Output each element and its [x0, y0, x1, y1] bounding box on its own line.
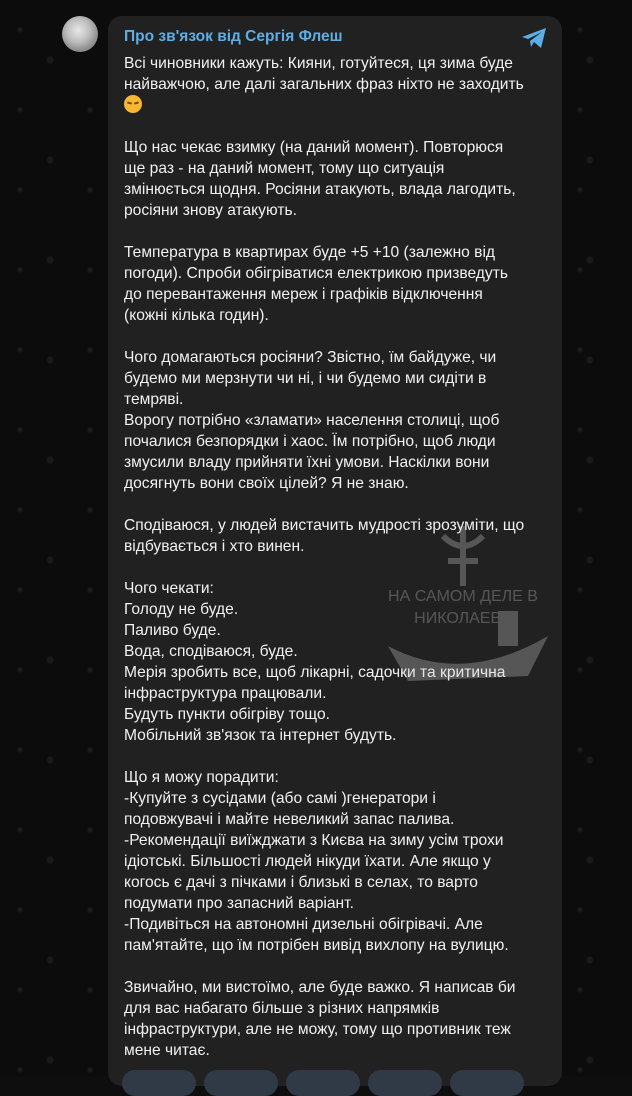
reaction-button[interactable] [122, 1070, 196, 1096]
reaction-button[interactable] [286, 1070, 360, 1096]
message-line: Голоду не буде. [124, 601, 239, 618]
message-line: подовжувачі і майте невеликий запас палива. [124, 811, 455, 828]
message-paragraph [124, 242, 554, 326]
reaction-button[interactable] [450, 1070, 524, 1096]
disappointed-face-emoji [124, 95, 142, 113]
message-line: Будуть пункти обігріву тощо. [124, 706, 330, 723]
message-line: до перевантаження мереж і графіків відключення [124, 286, 483, 303]
message-line: Сподіваюся, у людей вистачить мудрості зрозуміти, що [124, 517, 525, 534]
message-paragraph [124, 977, 554, 1061]
message-bubble [108, 16, 562, 1086]
message-line: -Купуйте з сусідами (або самі )генератори і [124, 790, 436, 807]
message-line: мене читає. [124, 1042, 210, 1059]
telegram-share-icon[interactable] [520, 26, 548, 50]
message-line: пам'ятайте, що їм потрібен вивід вихлопу на вулицю. [124, 937, 509, 954]
message-text [124, 53, 554, 1082]
watermark-text: НА САМОМ ДЕЛЕ В НИКОЛАЕВЕ [388, 588, 538, 627]
message-paragraph [124, 53, 554, 116]
message-line: змінюється щодня. Росіяни атакують, влада лагодить, [124, 181, 516, 198]
channel-name[interactable]: Про зв'язок від Сергія Флеш [124, 28, 343, 45]
message-line: Мобільний зв'язок та інтернет будуть. [124, 727, 397, 744]
message-line: -Рекомендації виїжджати з Києва на зиму усім трохи [124, 832, 504, 849]
message-line: ще раз - на даний момент, тому що ситуація [124, 160, 445, 177]
message-line: Ворогу потрібно «зламати» населення столиці, щоб [124, 412, 500, 429]
message-paragraph [124, 347, 554, 494]
reactions-bar [122, 1070, 524, 1096]
message-line: Вода, сподіваюся, буде. [124, 643, 298, 660]
message-line: Чого домагаються росіяни? Звістно, їм байдуже, чи [124, 349, 497, 366]
message-line: інфраструктура працювали. [124, 685, 327, 702]
message-line: Звичайно, ми вистоїмо, але буде важко. Я написав би [124, 979, 516, 996]
message-line: Паливо буде. [124, 622, 221, 639]
channel-avatar[interactable] [62, 16, 98, 52]
message-line: будемо ми мерзнути чи ні, і чи будемо ми сидіти в [124, 370, 487, 387]
message-line: відбувається і хто винен. [124, 538, 305, 555]
message-line: росіяни знову атакують. [124, 202, 297, 219]
reaction-button[interactable] [204, 1070, 278, 1096]
message-line: найважчою, але далі загальних фраз ніхто не заходить [124, 76, 524, 93]
reaction-button[interactable] [368, 1070, 442, 1096]
message-line: погоди). Спроби обігріватися електрикою призведуть [124, 265, 508, 282]
message-line: Що я можу порадити: [124, 769, 279, 786]
message-line: Всі чиновники кажуть: Кияни, готуйтеся, ця зима буде [124, 55, 513, 72]
message-line: Чого чекати: [124, 580, 214, 597]
message-line: Температура в квартирах буде +5 +10 (залежно від [124, 244, 496, 261]
message-line: (кожні кілька годин). [124, 307, 269, 324]
message-paragraph [124, 515, 554, 557]
message-paragraph [124, 137, 554, 221]
message-line: темряві. [124, 391, 184, 408]
message-paragraph [124, 767, 554, 956]
message-line: змусили владу прийняти їхні умови. Наскілки вони [124, 454, 490, 471]
message-line: Мерія зробить все, щоб лікарні, садочки та критична [124, 664, 506, 681]
message-line: почалися безпорядки і хаос. Їм потрібно, щоб люди [124, 433, 496, 450]
message-paragraph [124, 578, 554, 746]
message-line: досягнуть вони своїх цілей? Я не знаю. [124, 475, 409, 492]
message-line: інфраструктури, але не можу, тому що противник теж [124, 1021, 511, 1038]
message-line: когось є дачі з пічками і близькі в селах, то варто [124, 874, 478, 891]
message-line: для вас набагато більше з різних напрямків [124, 1000, 440, 1017]
message-line: Що нас чекає взимку (на даний момент). Повторюся [124, 139, 504, 156]
message-line: подумати про запасний варіант. [124, 895, 354, 912]
message-line: ідіотські. Більшості людей нікуди їхати. Але якщо у [124, 853, 491, 870]
message-line: -Подивіться на автономні дизельні обігрівачі. Але [124, 916, 483, 933]
